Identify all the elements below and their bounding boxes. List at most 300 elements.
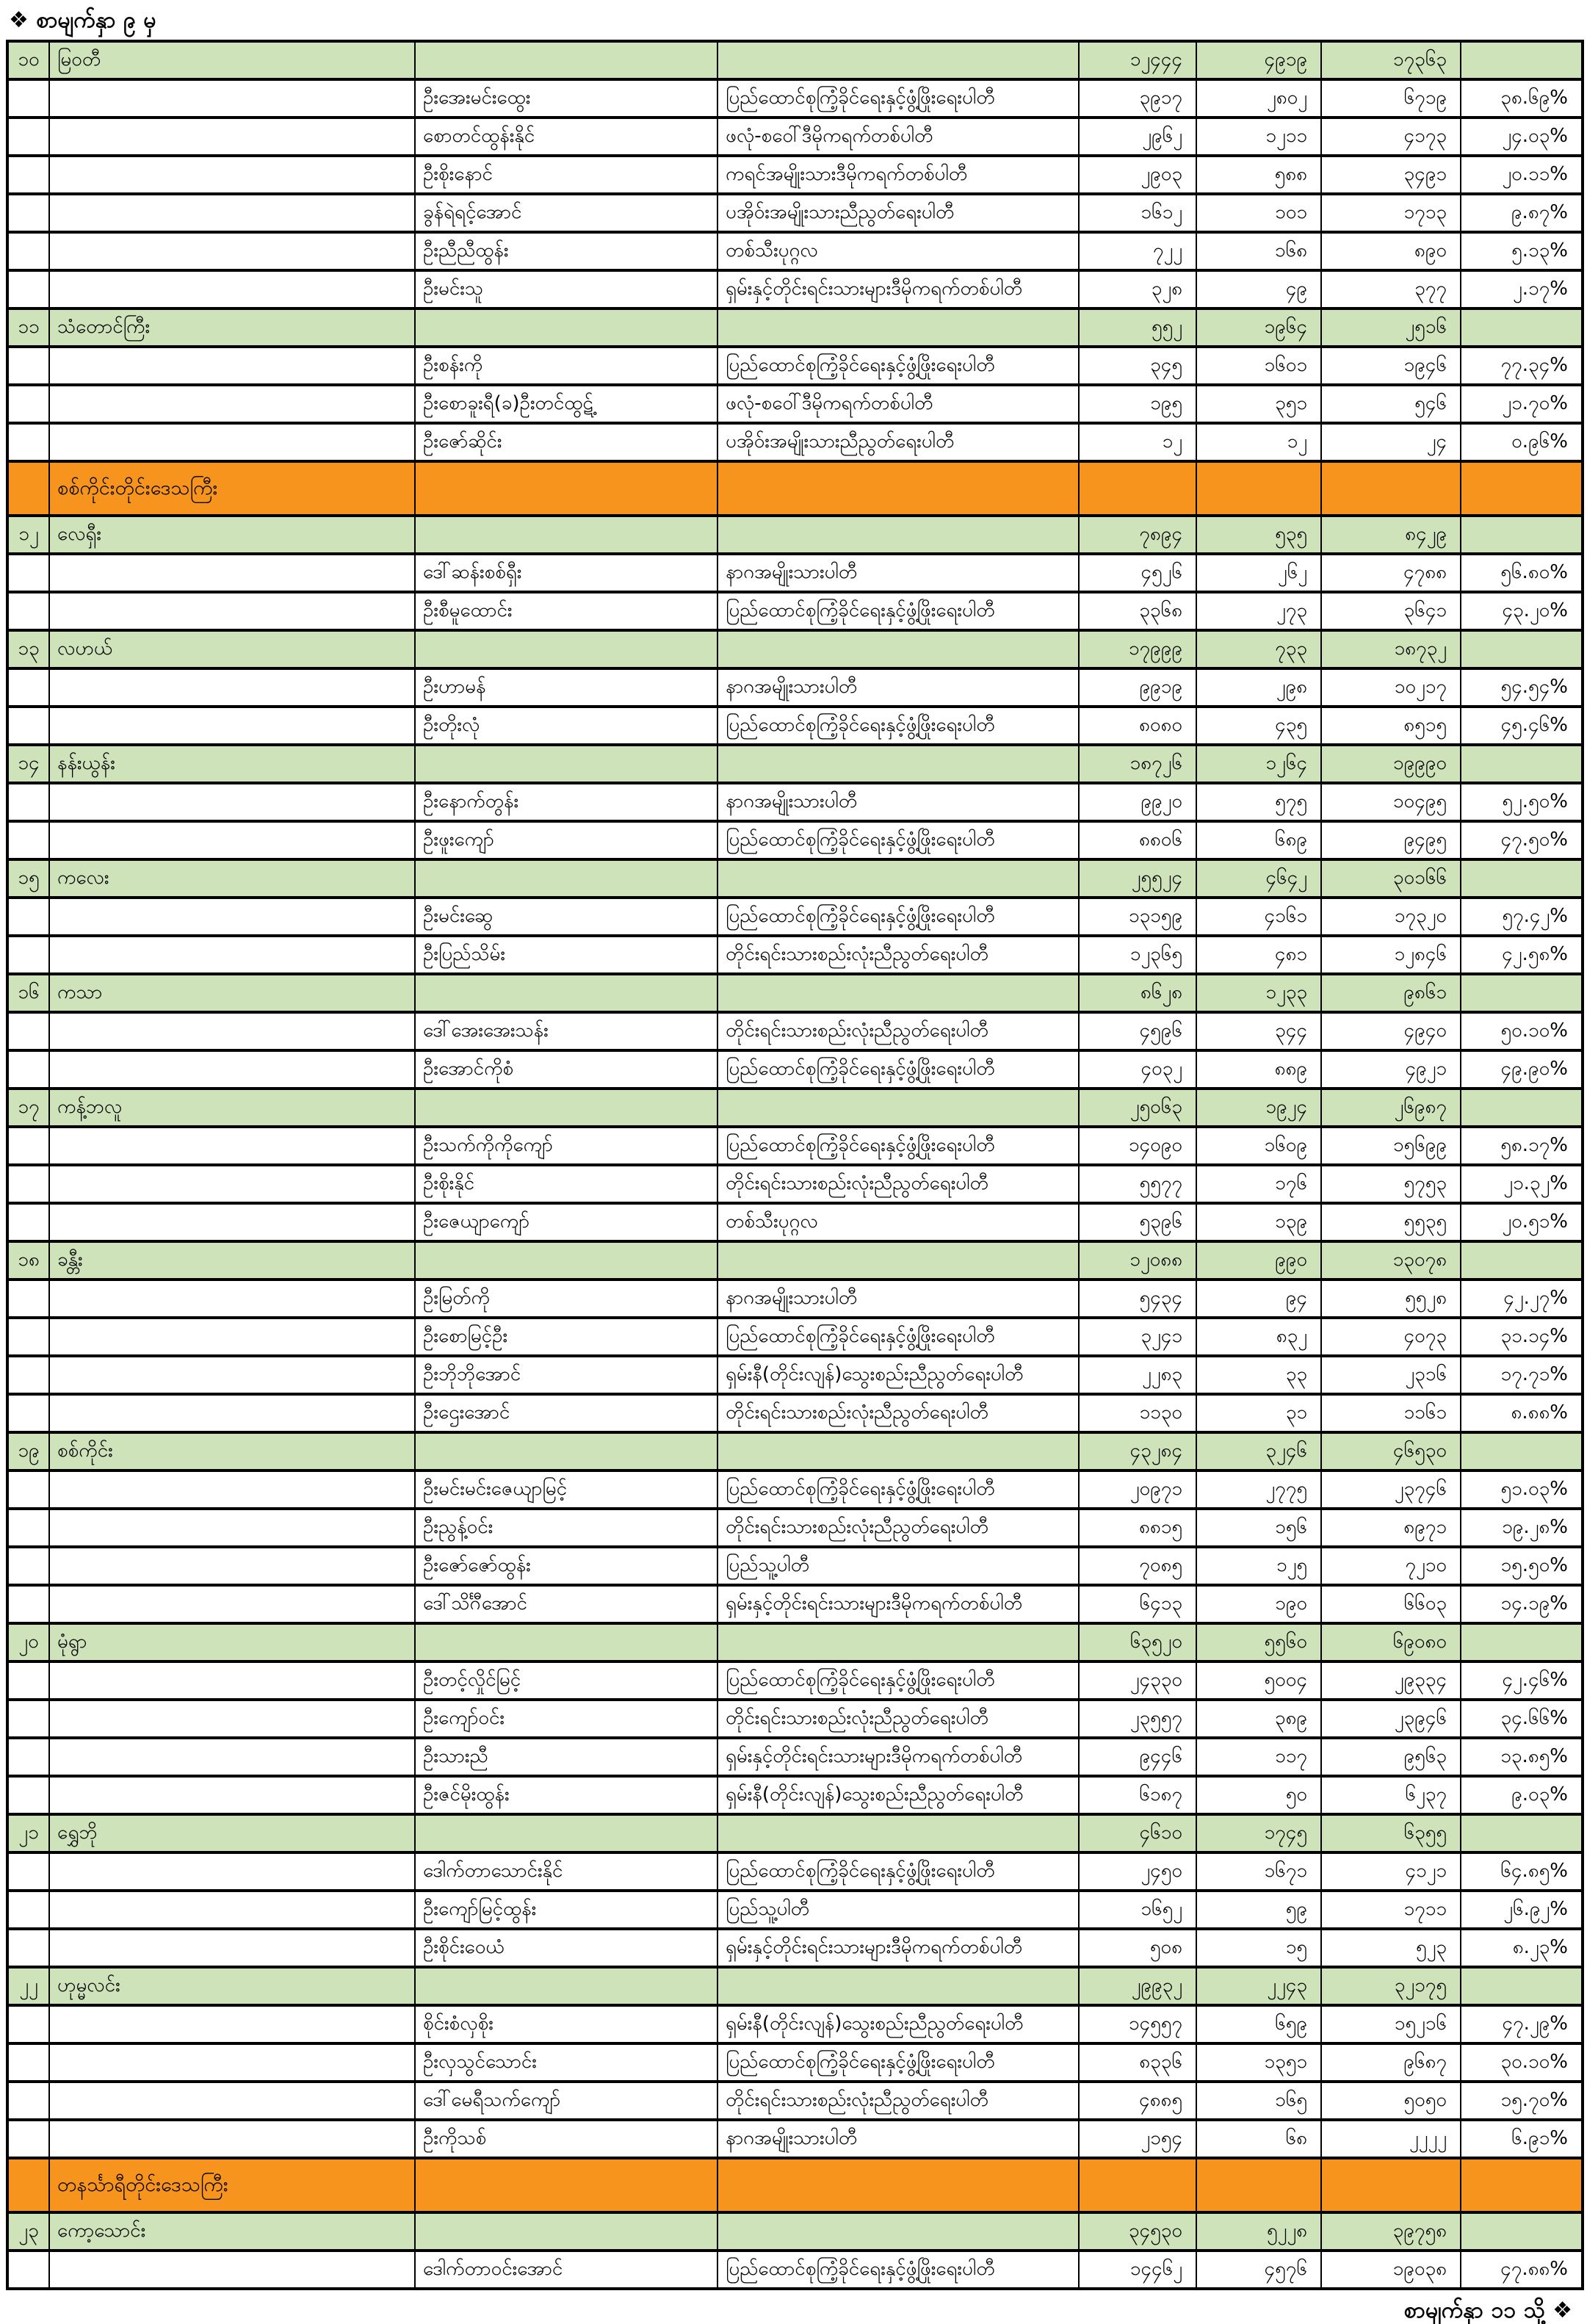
votes-total: ၄၀၇၃ [1321, 1318, 1461, 1356]
party-name: တိုင်းရင်းသားစည်းလုံးညီညွတ်ရေးပါတီ [717, 1509, 1079, 1547]
votes-col2: ၁၇၄၅ [1196, 1814, 1321, 1852]
township-row [7, 859, 1583, 898]
votes-total: ၃၆၄၁ [1321, 592, 1461, 630]
votes-total: ၆၂၃၇ [1321, 1776, 1461, 1814]
votes-col2: ၁၉၂၄ [1196, 1089, 1321, 1127]
votes-col2: ၁၆၇၁ [1196, 1852, 1321, 1891]
votes-col1: ၁၇၉၉၉ [1079, 630, 1196, 668]
region-row [7, 2158, 1583, 2212]
township-row [7, 516, 1583, 554]
township-name: ကန့်ဘလူ [49, 1089, 415, 1127]
township-name [49, 1891, 415, 1929]
party-name [717, 630, 1079, 668]
township-name [49, 707, 415, 745]
votes-total: ၁၉၉၉၀ [1321, 745, 1461, 783]
vote-percent: ၂.၁၇% [1461, 270, 1583, 308]
votes-col2: ၈၈၉ [1196, 1050, 1321, 1089]
candidate-row [7, 1165, 1583, 1203]
party-name: ရှမ်းနီ(တိုင်းလျန်)သွေးစည်းညီညွတ်ရေးပါတီ [717, 1776, 1079, 1814]
votes-total: ၅၇၅၃ [1321, 1165, 1461, 1203]
votes-col1: ၆၁၈၇ [1079, 1776, 1196, 1814]
votes-col2: ၅၀၀၄ [1196, 1661, 1321, 1700]
party-name: တိုင်းရင်းသားစည်းလုံးညီညွတ်ရေးပါတီ [717, 1012, 1079, 1050]
candidate-name: ဦးစိုးနောင် [415, 156, 717, 194]
votes-total: ၅၅၃၅ [1321, 1203, 1461, 1241]
votes-col2: ၁၇၆ [1196, 1165, 1321, 1203]
votes-col1: ၉၉၂၀ [1079, 783, 1196, 821]
vote-percent: ၅၁.၀၃% [1461, 1470, 1583, 1509]
township-name [49, 2005, 415, 2043]
candidate-name [415, 2158, 717, 2212]
votes-col2: ၁၂ [1196, 423, 1321, 461]
candidate-row [7, 1700, 1583, 1738]
votes-total: ၁၀၄၉၅ [1321, 783, 1461, 821]
row-number [7, 1318, 49, 1356]
township-name [49, 194, 415, 232]
votes-total: ၄၁၂၁ [1321, 1852, 1461, 1891]
candidate-name: ဒေါ်မေရီသက်ကျော် [415, 2082, 717, 2120]
township-name [49, 2120, 415, 2158]
candidate-name [415, 308, 717, 347]
township-row [7, 745, 1583, 783]
vote-percent: ၄၂.၅၈% [1461, 936, 1583, 974]
candidate-name: ဦးဘိုဘိုအောင် [415, 1356, 717, 1394]
township-name [49, 1012, 415, 1050]
votes-col1: ၂၅၅၂၄ [1079, 859, 1196, 898]
votes-col1: ၇၀၈၅ [1079, 1547, 1196, 1585]
row-number [7, 1356, 49, 1394]
votes-total: ၂၆၉၈၇ [1321, 1089, 1461, 1127]
votes-col2: ၆၈၉ [1196, 821, 1321, 859]
candidate-row [7, 821, 1583, 859]
party-name [717, 516, 1079, 554]
candidate-name: စိုင်းစံလှစိုး [415, 2005, 717, 2043]
row-number [7, 592, 49, 630]
party-name: ပြည်ထောင်စုကြံ့ခိုင်ရေးနှင့်ဖွံ့ဖြိုးရေးပါတီ [717, 707, 1079, 745]
votes-col1: ၄၆၁၀ [1079, 1814, 1196, 1852]
vote-percent: ၅၀.၁၀% [1461, 1012, 1583, 1050]
vote-percent: ၅၇.၄၂% [1461, 898, 1583, 936]
candidate-name: ဦးဇော်ဆိုင်း [415, 423, 717, 461]
votes-col1: ၅၀၈ [1079, 1929, 1196, 1967]
vote-percent [1461, 859, 1583, 898]
row-number: ၂၁ [7, 1814, 49, 1852]
township-name: ကလေး [49, 859, 415, 898]
votes-col1: ၂၁၅၄ [1079, 2120, 1196, 2158]
party-name: ရှမ်းနီ(တိုင်းလျန်)သွေးစည်းညီညွတ်ရေးပါတီ [717, 2005, 1079, 2043]
vote-percent [1461, 308, 1583, 347]
candidate-name: ဒေါ်သိင်္ဂီအောင် [415, 1585, 717, 1623]
candidate-row [7, 1050, 1583, 1089]
votes-col1: ၁၉၅ [1079, 385, 1196, 423]
township-name [49, 821, 415, 859]
row-number [7, 1280, 49, 1318]
candidate-name: ဦးမြတ်ကို [415, 1280, 717, 1318]
candidate-name: စောတင်ထွန်းနိုင် [415, 118, 717, 156]
votes-col1: ၅၅၇၇ [1079, 1165, 1196, 1203]
candidate-name [415, 630, 717, 668]
candidate-name: ဦးမင်းမင်းဇေယျာမြင့် [415, 1470, 717, 1509]
township-name [49, 79, 415, 118]
votes-col1: ၃၉၁၇ [1079, 79, 1196, 118]
party-name [717, 1623, 1079, 1661]
votes-col1: ၁၂ [1079, 423, 1196, 461]
township-name [49, 1661, 415, 1700]
candidate-row [7, 1852, 1583, 1891]
vote-percent: ၁၅.၅၀% [1461, 1547, 1583, 1585]
candidate-name [415, 2212, 717, 2251]
candidate-name [415, 859, 717, 898]
candidate-name: ဦးမင်းသူ [415, 270, 717, 308]
candidate-row [7, 156, 1583, 194]
township-name: လဟယ် [49, 630, 415, 668]
vote-percent [1461, 1089, 1583, 1127]
votes-total: ၁၇၃၆၃ [1321, 41, 1461, 79]
candidate-row [7, 1318, 1583, 1356]
township-row [7, 1967, 1583, 2005]
candidate-name [415, 1241, 717, 1280]
votes-total: ၁၁၆၁ [1321, 1394, 1461, 1432]
candidate-row [7, 79, 1583, 118]
vote-percent: ၇၇.၃၄% [1461, 347, 1583, 385]
votes-total: ၉၅၆၃ [1321, 1738, 1461, 1776]
votes-total: ၁၃၀၇၈ [1321, 1241, 1461, 1280]
vote-percent [1461, 1623, 1583, 1661]
candidate-row [7, 1738, 1583, 1776]
row-number [7, 1509, 49, 1547]
votes-col2: ၃၈၉ [1196, 1700, 1321, 1738]
votes-total: ၅၄၆ [1321, 385, 1461, 423]
township-name [49, 156, 415, 194]
vote-percent: ၂၄.၀၃% [1461, 118, 1583, 156]
votes-col1: ၇၂၂ [1079, 232, 1196, 270]
votes-col1: ၇၈၉၄ [1079, 516, 1196, 554]
party-name: တိုင်းရင်းသားစည်းလုံးညီညွတ်ရေးပါတီ [717, 1394, 1079, 1432]
candidate-name [415, 745, 717, 783]
votes-total: ၂၃၇၄၆ [1321, 1470, 1461, 1509]
votes-col2: ၅၅၆၀ [1196, 1623, 1321, 1661]
row-number [7, 1700, 49, 1738]
votes-col2: ၁၁၇ [1196, 1738, 1321, 1776]
votes-col2: ၄၉ [1196, 270, 1321, 308]
party-name: ပအိုဝ်းအမျိုးသားညီညွတ်ရေးပါတီ [717, 194, 1079, 232]
results-table [6, 40, 1584, 2290]
township-name [49, 554, 415, 592]
page-header-note: ❖ စာမျက်နှာ ၉ မှ [9, 7, 156, 33]
township-name: ရွှေဘို [49, 1814, 415, 1852]
candidate-row [7, 1470, 1583, 1509]
vote-percent [1461, 1432, 1583, 1470]
party-name [717, 974, 1079, 1012]
row-number [7, 423, 49, 461]
candidate-name: ဦးညီညီထွန်း [415, 232, 717, 270]
votes-col1: ၉၄၄၆ [1079, 1738, 1196, 1776]
candidate-row [7, 194, 1583, 232]
votes-col1: ၈၈၀၆ [1079, 821, 1196, 859]
row-number [7, 270, 49, 308]
township-name [49, 1356, 415, 1394]
party-name: ပြည်ထောင်စုကြံ့ခိုင်ရေးနှင့်ဖွံ့ဖြိုးရေးပါတီ [717, 2251, 1079, 2289]
vote-percent: ၂၆.၉၂% [1461, 1891, 1583, 1929]
vote-percent: ၆.၉၁% [1461, 2120, 1583, 2158]
township-name [49, 1470, 415, 1509]
township-name [49, 1585, 415, 1623]
votes-total: ၂၃၉၄၆ [1321, 1700, 1461, 1738]
votes-col1: ၁၆၁၂ [1079, 194, 1196, 232]
votes-col2: ၅၃၅ [1196, 516, 1321, 554]
party-name: ရှမ်းနှင့်တိုင်းရင်းသားများဒီမိုကရက်တစ်ပါတီ [717, 1738, 1079, 1776]
row-number: ၂၃ [7, 2212, 49, 2251]
votes-col1: ၆၄၁၃ [1079, 1585, 1196, 1623]
township-name [49, 1280, 415, 1318]
votes-col2: ၁၉၀ [1196, 1585, 1321, 1623]
votes-col2: ၁၅ [1196, 1929, 1321, 1967]
votes-col2: ၄၁၆၁ [1196, 898, 1321, 936]
votes-col2 [1196, 2158, 1321, 2212]
vote-percent [1461, 2158, 1583, 2212]
vote-percent: ၂၀.၅၁% [1461, 1203, 1583, 1241]
vote-percent: ၉.၈၇% [1461, 194, 1583, 232]
township-name: မြဝတီ [49, 41, 415, 79]
row-number [7, 1585, 49, 1623]
party-name [717, 745, 1079, 783]
votes-col1: ၁၈၇၂၆ [1079, 745, 1196, 783]
votes-col1: ၄၀၃၂ [1079, 1050, 1196, 1089]
party-name: တိုင်းရင်းသားစည်းလုံးညီညွတ်ရေးပါတီ [717, 1165, 1079, 1203]
votes-col2 [1196, 461, 1321, 516]
township-name: ခန္တီး [49, 1241, 415, 1280]
votes-total: ၄၉၄၀ [1321, 1012, 1461, 1050]
township-name [49, 2082, 415, 2120]
votes-col1: ၄၅၂၆ [1079, 554, 1196, 592]
party-name [717, 1814, 1079, 1852]
votes-col2: ၂၈၀၂ [1196, 79, 1321, 118]
votes-total [1321, 2158, 1461, 2212]
votes-total: ၈၄၂၉ [1321, 516, 1461, 554]
candidate-name: ဦးလှသွင်သောင်း [415, 2043, 717, 2082]
candidate-name: ဦးသက်ကိုကိုကျော် [415, 1127, 717, 1165]
votes-col2: ၂၉၈ [1196, 668, 1321, 707]
votes-col2: ၄၆၄၂ [1196, 859, 1321, 898]
candidate-row [7, 2082, 1583, 2120]
candidate-row [7, 936, 1583, 974]
votes-col2: ၃၃ [1196, 1356, 1321, 1394]
votes-total: ၃၉၇၅၈ [1321, 2212, 1461, 2251]
page-footer-note: စာမျက်နှာ ၁၁ သို့ ❖ [1403, 2298, 1572, 2323]
township-row [7, 308, 1583, 347]
township-name [49, 1738, 415, 1776]
vote-percent [1461, 1241, 1583, 1280]
candidate-name: ဦးအေးမင်းထွေး [415, 79, 717, 118]
row-number [7, 385, 49, 423]
candidate-name: ဦးစောခူးရီ(ခ)ဦးတင်ထွဋ့် [415, 385, 717, 423]
township-name: သံတောင်ကြီး [49, 308, 415, 347]
votes-col2: ၆၈ [1196, 2120, 1321, 2158]
candidate-row [7, 707, 1583, 745]
votes-total: ၉၈၆၁ [1321, 974, 1461, 1012]
party-name [717, 1089, 1079, 1127]
votes-total: ၈၅၁၅ [1321, 707, 1461, 745]
row-number [7, 1012, 49, 1050]
party-name: တစ်သီးပုဂ္ဂလ [717, 1203, 1079, 1241]
vote-percent: ၄၂.၂၇% [1461, 1280, 1583, 1318]
votes-total: ၂၅၁၆ [1321, 308, 1461, 347]
votes-col2: ၉၄ [1196, 1280, 1321, 1318]
vote-percent: ၄၅.၄၆% [1461, 707, 1583, 745]
township-name [49, 1318, 415, 1356]
candidate-name: ဦးကျော်ဝင်း [415, 1700, 717, 1738]
row-number [7, 1203, 49, 1241]
row-number [7, 118, 49, 156]
votes-total: ၃၂၁၇၅ [1321, 1967, 1461, 2005]
votes-col2: ၁၀၁ [1196, 194, 1321, 232]
township-name: မုံရွာ [49, 1623, 415, 1661]
township-name [49, 423, 415, 461]
candidate-row [7, 668, 1583, 707]
candidate-row [7, 1547, 1583, 1585]
votes-col1: ၃၄၅၃၀ [1079, 2212, 1196, 2251]
votes-col2: ၁၂၃၃ [1196, 974, 1321, 1012]
vote-percent: ၄၂.၄၆% [1461, 1661, 1583, 1700]
party-name: ပြည်သူ့ပါတီ [717, 1891, 1079, 1929]
township-name [49, 2043, 415, 2082]
candidate-name: ဦးဇော်ဇော်ထွန်း [415, 1547, 717, 1585]
results-table-body [7, 41, 1583, 2289]
row-number [7, 2005, 49, 2043]
votes-col1: ၅၃၉၆ [1079, 1203, 1196, 1241]
votes-col2: ၁၆၀၉ [1196, 1127, 1321, 1165]
row-number [7, 1547, 49, 1585]
votes-col2: ၅၈၈ [1196, 156, 1321, 194]
party-name [717, 41, 1079, 79]
township-row [7, 1814, 1583, 1852]
votes-total: ၁၇၁၁ [1321, 1891, 1461, 1929]
vote-percent: ၂၀.၁၁% [1461, 156, 1583, 194]
row-number [7, 1891, 49, 1929]
row-number [7, 1165, 49, 1203]
township-row [7, 630, 1583, 668]
candidate-name: ဦးအောင်ကိုစံ [415, 1050, 717, 1089]
candidate-name: ဒေါ်ဆန်းစစ်ရှီး [415, 554, 717, 592]
party-name: ပြည်ထောင်စုကြံ့ခိုင်ရေးနှင့်ဖွံ့ဖြိုးရေးပါတီ [717, 347, 1079, 385]
votes-col2: ၇၃၃ [1196, 630, 1321, 668]
vote-percent: ၅၈.၁၇% [1461, 1127, 1583, 1165]
township-name: ကော့သောင်း [49, 2212, 415, 2251]
votes-col1: ၂၅၀၆၃ [1079, 1089, 1196, 1127]
party-name: ဖလုံ-စဝေါ်ဒီမိုကရက်တစ်ပါတီ [717, 118, 1079, 156]
candidate-name: ဦးတင့်လှိုင်မြင့် [415, 1661, 717, 1700]
row-number [7, 1394, 49, 1432]
party-name: တစ်သီးပုဂ္ဂလ [717, 232, 1079, 270]
vote-percent: ၀.၉၆% [1461, 423, 1583, 461]
vote-percent: ၄၇.၂၉% [1461, 2005, 1583, 2043]
votes-col1: ၃၂၄၁ [1079, 1318, 1196, 1356]
township-row [7, 1432, 1583, 1470]
votes-total: ၃၀၁၆၆ [1321, 859, 1461, 898]
votes-total: ၉၄၉၅ [1321, 821, 1461, 859]
township-name [49, 668, 415, 707]
row-number [7, 347, 49, 385]
votes-total: ၃၇၇ [1321, 270, 1461, 308]
candidate-row [7, 232, 1583, 270]
votes-col2: ၈၃၂ [1196, 1318, 1321, 1356]
row-number: ၁၀ [7, 41, 49, 79]
votes-col2: ၁၂၅ [1196, 1547, 1321, 1585]
candidate-row [7, 1356, 1583, 1394]
votes-col1 [1079, 2158, 1196, 2212]
candidate-name: ဦးစီမူထောင်း [415, 592, 717, 630]
row-number: ၁၄ [7, 745, 49, 783]
votes-total: ၁၇၃၂၀ [1321, 898, 1461, 936]
township-name [49, 1394, 415, 1432]
votes-total: ၁၅၆၉၉ [1321, 1127, 1461, 1165]
candidate-name [415, 41, 717, 79]
row-number [7, 898, 49, 936]
township-row [7, 1241, 1583, 1280]
party-name: ပအိုဝ်းအမျိုးသားညီညွတ်ရေးပါတီ [717, 423, 1079, 461]
candidate-name [415, 1623, 717, 1661]
vote-percent [1461, 1814, 1583, 1852]
candidate-name: ဦးတိုးလုံ [415, 707, 717, 745]
row-number [7, 232, 49, 270]
township-name: ကသာ [49, 974, 415, 1012]
votes-col1: ၆၃၅၂၀ [1079, 1623, 1196, 1661]
row-number [7, 1852, 49, 1891]
row-number [7, 2120, 49, 2158]
row-number [7, 1050, 49, 1089]
votes-col1: ၄၃၂၈၄ [1079, 1432, 1196, 1470]
vote-percent: ၃၁.၁၄% [1461, 1318, 1583, 1356]
vote-percent: ၅.၁၃% [1461, 232, 1583, 270]
votes-total: ၁၈၇၃၂ [1321, 630, 1461, 668]
vote-percent [1461, 1967, 1583, 2005]
candidate-row [7, 592, 1583, 630]
votes-col2: ၄၃၅ [1196, 707, 1321, 745]
votes-total: ၆၉၀၈၀ [1321, 1623, 1461, 1661]
votes-col1: ၈၈၁၅ [1079, 1509, 1196, 1547]
row-number [7, 1929, 49, 1967]
votes-total: ၅၂၃ [1321, 1929, 1461, 1967]
vote-percent: ၈.၈၈% [1461, 1394, 1583, 1432]
township-name [49, 1547, 415, 1585]
row-number: ၂၀ [7, 1623, 49, 1661]
candidate-row [7, 1012, 1583, 1050]
party-name: ဖလုံ-စဝေါ်ဒီမိုကရက်တစ်ပါတီ [717, 385, 1079, 423]
votes-col1: ၅၅၂ [1079, 308, 1196, 347]
votes-col2: ၁၂၁၁ [1196, 118, 1321, 156]
candidate-name: ဦးစောမြင့်ဦး [415, 1318, 717, 1356]
row-number [7, 707, 49, 745]
township-name [49, 385, 415, 423]
township-name: စစ်ကိုင်းတိုင်းဒေသကြီး [49, 461, 415, 516]
township-name [49, 783, 415, 821]
row-number [7, 821, 49, 859]
row-number [7, 668, 49, 707]
party-name [717, 2158, 1079, 2212]
vote-percent [1461, 2212, 1583, 2251]
votes-col1: ၁၂၄၄၄ [1079, 41, 1196, 79]
party-name: နာဂအမျိုးသားပါတီ [717, 668, 1079, 707]
row-number [7, 783, 49, 821]
township-name [49, 898, 415, 936]
party-name: ပြည်ထောင်စုကြံ့ခိုင်ရေးနှင့်ဖွံ့ဖြိုးရေးပါတီ [717, 1470, 1079, 1509]
votes-col2: ၅၀ [1196, 1776, 1321, 1814]
vote-percent: ၅၄.၅၄% [1461, 668, 1583, 707]
votes-col2: ၁၆၅ [1196, 2082, 1321, 2120]
votes-total: ၂၉၃၃၄ [1321, 1661, 1461, 1700]
township-name [49, 1929, 415, 1967]
party-name: ပြည်ထောင်စုကြံ့ခိုင်ရေးနှင့်ဖွံ့ဖြိုးရေးပါတီ [717, 1852, 1079, 1891]
